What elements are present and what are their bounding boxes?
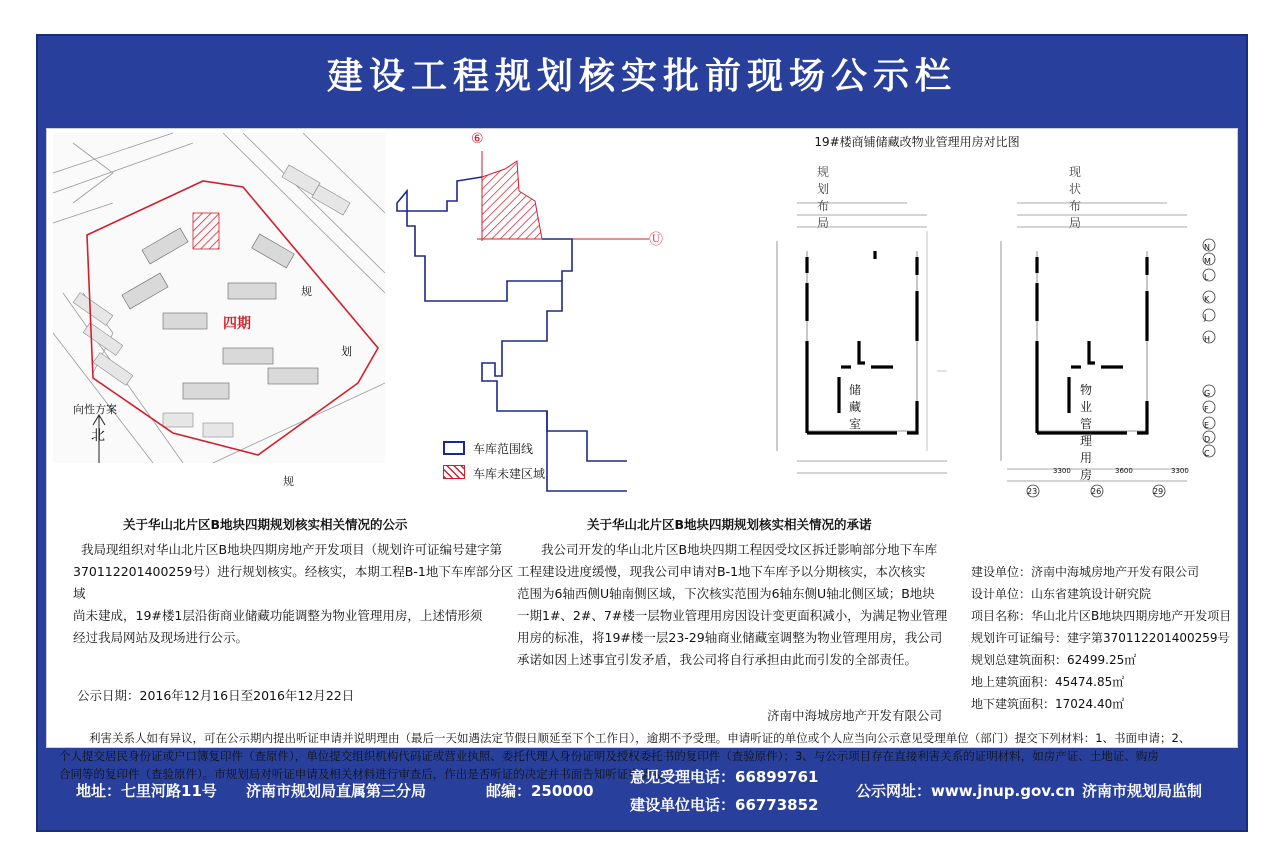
footer-supervisor: 济南市规划局监制 [1082,782,1203,800]
axis-label-D: D [1204,435,1211,444]
dim-label-3: 3300 [1171,467,1189,475]
axis-label-H: H [1204,335,1211,344]
promise-line: 工程建设进度缓慢，现我公司申请对B-1地下车库予以分期核实，本次核实 [517,564,926,579]
footer-bar [46,752,1238,830]
info-builder: 建设单位：济南中海城房地产开发有限公司 [971,565,1200,579]
promise-line: 我公司开发的华山北片区B地块四期工程因受坟区拆迁影响部分地下车库 [541,542,938,557]
notice-body [63,539,523,649]
dim-label-1: 3300 [1053,467,1071,475]
notice-line: 我局现组织对华山北片区B地块四期房地产开发项目（规划许可证编号建字第 [81,542,503,557]
axis-label-F: F [1204,405,1209,414]
road-label-3: 规 [283,475,294,488]
board-title: 建设工程规划核实批前现场公示栏 [326,56,957,97]
legend-swatch-range [443,441,465,455]
footer-bureau: 济南市规划局直属第三分局 [246,782,427,800]
legend-swatch-unbuilt [443,465,465,479]
stakeholder-line: 合同等的复印件（查验原件）。市规划局对听证申请及相关材料进行审查后，作出是否听证的决定并书面告知听证申请人。 [59,767,675,781]
promise-line: 范围为6轴西侧U轴南侧区域，下次核实范围为6轴东侧U轴北侧区域；B地块 [517,586,935,601]
axis-u-marker: Ⓤ [649,232,663,248]
footer-website: 公示网址：www.jnup.gov.cn [856,782,1076,800]
current-layout-label: 现状布局 [1069,165,1082,230]
axis-label-23: 23 [1027,487,1038,496]
stakeholder-line: 利害关系人如有异议，可在公示期内提出听证申请并说明理由（最后一天如遇法定节假日顺延至下个工作日），逾期不予受理。申请听证的单位或个人应当向公示意见受理单位（部门）提交下列材料：1、书面申请；2、 [89,731,1191,745]
notice-line: 尚未建成，19#楼1层沿街商业储藏功能调整为物业管理用房，上述情形须 [73,608,483,623]
footer-postcode: 邮编：250000 [486,782,594,800]
planned-layout-label: 规划布局 [817,165,830,230]
notice-line: 370112201400259号）进行规划核实。经核实，本期工程B-1地下车库部分区域 [73,564,514,601]
promise-signature: 济南中海城房地产开发有限公司 [767,708,943,723]
footer-opinion-phone: 意见受理电话：66899761 [630,768,819,786]
info-above-area: 地上建筑面积：45474.85㎡ [971,675,1125,689]
axis-label-M: M [1204,257,1211,266]
axis-label-29: 29 [1153,487,1164,496]
site-plan-map [53,133,385,488]
axis-label-K: K [1204,295,1210,304]
axis-label-E: E [1204,421,1210,430]
garage-range-map [387,131,663,501]
notice-heading: 关于华山北片区B地块四期规划核实相关情况的公示 [123,517,408,532]
notice-board [36,34,1248,832]
notice-date: 公示日期：2016年12月16日至2016年12月22日 [77,688,355,703]
stakeholder-line: 个人提交居民身份证或户口簿复印件（查原件），单位提交组织机构代码证或营业执照、委托代理人身份证明及授权委托书的复印件（查验原件）；3、与公示项目存在直接利害关系的证明材料，如房产证、土地证、购房 [59,749,1159,763]
promise-body [517,539,957,671]
current-floorplan-drawing [997,191,1227,501]
info-permit: 规划许可证编号：建字第370112201400259号 [971,631,1230,645]
info-total-area: 规划总建筑面积：62499.25㎡ [971,653,1137,667]
axis-label-C: C [1204,449,1210,458]
planned-room-label: 储藏室 [849,383,862,431]
axis-6-marker: ⑥ [471,131,484,147]
notice-line: 经过我局网站及现场进行公示。 [73,630,249,645]
info-below-area: 地下建筑面积：17024.40㎡ [971,697,1125,711]
legend-label-range: 车库范围线 [473,442,534,456]
dim-label-2: 3600 [1115,467,1133,475]
footer-builder-phone: 建设单位电话：66773852 [630,796,819,814]
axis-label-J: J [1204,313,1207,322]
promise-heading: 关于华山北片区B地块四期规划核实相关情况的承诺 [587,517,872,532]
road-label-1: 规 [301,285,312,298]
promise-line: 一期1#、2#、7#楼一层物业管理用房因设计变更面积减小，为满足物业管理 [517,608,948,623]
legend-label-unbuilt: 车库未建区域 [473,467,546,481]
info-project-name: 项目名称：华山北片区B地块四期房地产开发项目 [971,609,1232,623]
footer-address: 地址：七里河路11号 [76,782,217,800]
axis-label-L: L [1204,273,1209,282]
current-room-label: 物业管理用房 [1080,383,1093,482]
road-label-2: 划 [341,345,352,358]
planned-floorplan-drawing [767,191,957,491]
comparison-title: 19#楼商铺储藏改物业管理用房对比图 [814,135,1020,149]
phase-label: 四期 [223,316,251,332]
axis-label-26: 26 [1091,487,1102,496]
plan-orientation-label: 向性方案 [73,403,117,416]
axis-label-N: N [1204,243,1210,252]
info-designer: 设计单位：山东省建筑设计研究院 [971,587,1152,601]
promise-line: 承诺如因上述事宜引发矛盾，我公司将自行承担由此而引发的全部责任。 [517,652,918,667]
promise-line: 用房的标准，将19#楼一层23-29轴商业储藏室调整为物业管理用房，我公司 [517,630,943,645]
north-label: 北 [91,428,105,444]
axis-label-G: G [1204,389,1211,398]
